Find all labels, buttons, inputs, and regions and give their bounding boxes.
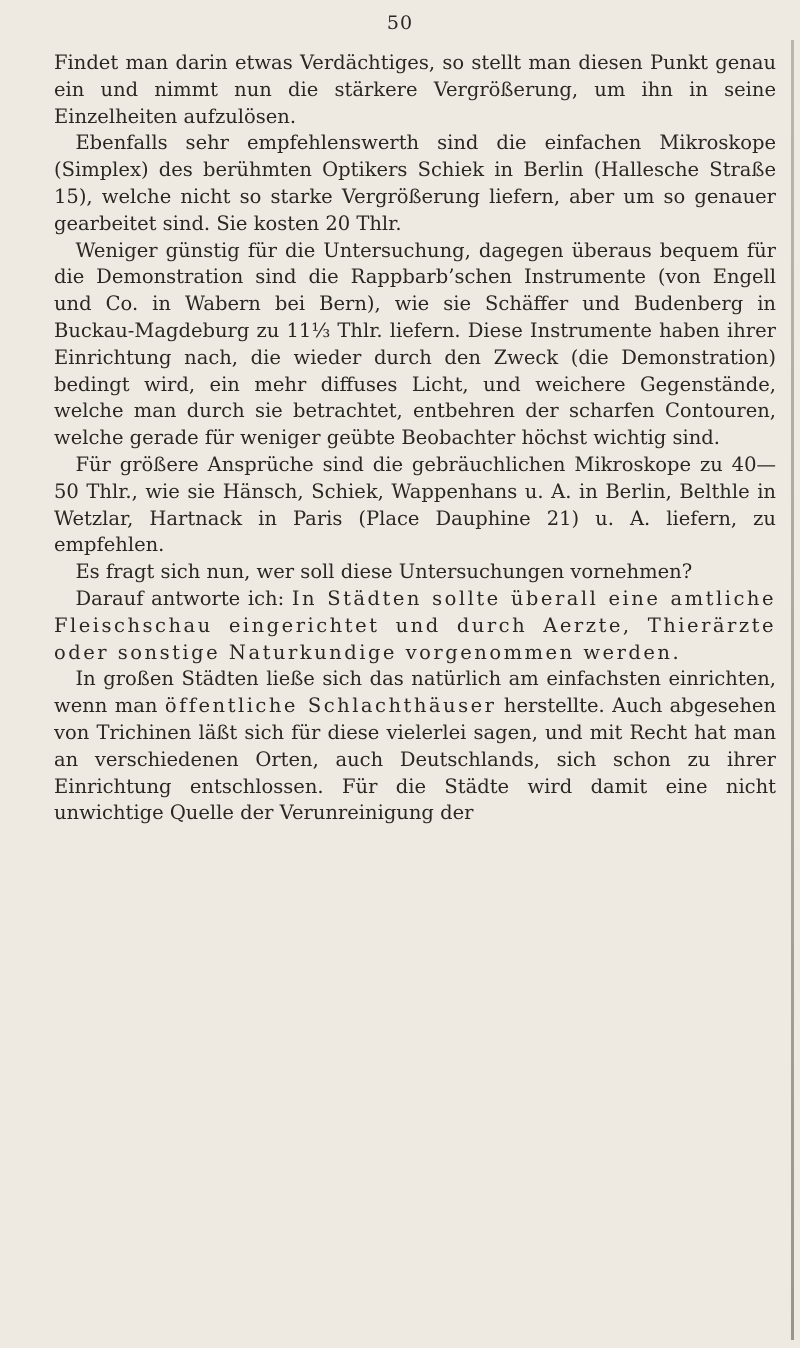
paragraph-5: Es fragt sich nun, wer soll diese Untersuchungen vornehmen? — [75, 560, 693, 584]
paragraph-7-emphasis: öffentliche Schlachthäuser — [164, 694, 497, 718]
paragraph-7-tail: herstellte. Auch abgesehen von Trichinen läßt sich für diese vielerlei sagen, und mit Recht hat man an verschiedenen Orten, auch Deutschlands, sich schon zu ihrer Einrichtung entschlossen. Für die Städte wird damit eine nicht unwichtige Quelle der Verunreinigung der — [54, 694, 777, 825]
paragraph-3: Weniger günstig für die Untersuchung, dagegen überaus bequem für die Demonstration sind die Rappbarb’schen Instrumente (von Engell und Co. in Wabern bei Bern), wie sie Schäffer und Budenberg in Buckau-Magdeburg zu 11⅓ Thlr. liefern. Diese Instrumente haben ihrer Einrichtung nach, die wieder durch den Zweck (die Demonstration) bedingt wird, ein mehr diffuses Licht, und weichere Gegenstände, welche man durch sie betrachtet, entbehren der scharfen Contouren, welche gerade für weniger geübte Beobachter höchst wichtig sind. — [54, 238, 776, 450]
paragraph-7 — [54, 666, 776, 827]
paragraph-1: Findet man darin etwas Verdächtiges, so stellt man diesen Punkt genau ein und nimmt nun die stärkere Vergrößerung, um ihn in seine Einzelheiten aufzulösen. — [54, 51, 776, 128]
page-number: 50 — [386, 12, 414, 34]
paragraph-6-emphasis: In Städten sollte überall eine amtliche Fleischschau eingerichtet und durch Aerzte, Thierärzte oder sonstige Naturkundige vorgenommen werden. — [54, 586, 776, 664]
body-text — [54, 50, 776, 827]
paragraph-6 — [54, 586, 776, 666]
paragraph-7-lead: In großen Städten ließe sich das natürlich am einfachsten einrichten, wenn man — [54, 667, 776, 718]
paragraph-2: Ebenfalls sehr empfehlenswerth sind die einfachen Mikroskope (Simplex) des berühmten Optikers Schiek in Berlin (Hallesche Straße 15), welche nicht so starke Vergrößerung liefern, aber um so genauer gearbeitet sind. Sie kosten 20 Thlr. — [54, 131, 776, 235]
page-edge-divider — [791, 40, 794, 1340]
paragraph-4: Für größere Ansprüche sind die gebräuchlichen Mikroskope zu 40—50 Thlr., wie sie Hänsch, Schiek, Wappenhans u. A. in Berlin, Belthle in Wetzlar, Hartnack in Paris (Place Dauphine 21) u. A. liefern, zu empfehlen. — [54, 452, 776, 557]
paragraph-6-lead: Darauf antworte ich: — [75, 586, 292, 610]
